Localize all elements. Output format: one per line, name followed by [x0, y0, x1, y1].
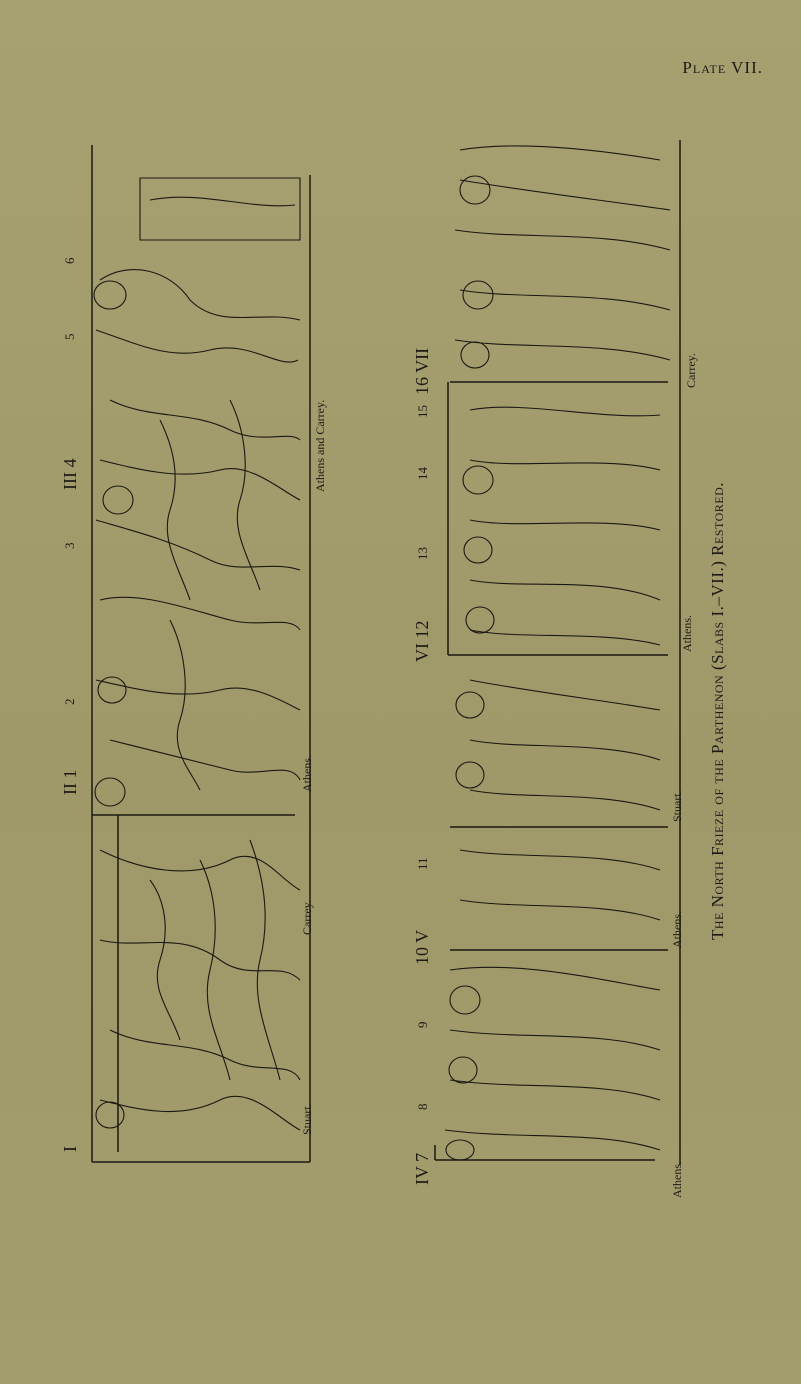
slab-number-8: 8 — [415, 1103, 430, 1110]
slab-number-3: 3 — [62, 542, 77, 549]
source-carrey-left: Carrey. — [300, 900, 314, 935]
slab-number-13: 13 — [415, 547, 430, 560]
source-athens-carrey-left: Athens and Carrey. — [313, 399, 327, 492]
source-carrey-right: Carrey. — [684, 353, 698, 388]
source-athens-left: Athens. — [300, 755, 314, 792]
source-stuart-right: Stuart. — [670, 790, 684, 822]
slab-number-II-1: II 1 — [60, 769, 80, 795]
slab-number-14: 14 — [415, 467, 430, 480]
source-athens-right-1: Athens. — [670, 1161, 684, 1198]
slab-number-11: 11 — [415, 857, 430, 870]
source-athens-right-2: Athens. — [670, 911, 684, 948]
slab-number-IV-7: IV 7 — [412, 1152, 432, 1185]
slab-number-2: 2 — [62, 698, 77, 705]
source-stuart-left: Stuart. — [300, 1103, 314, 1135]
left-strip-frame — [92, 145, 310, 1162]
slab-number-I: I — [60, 1146, 80, 1152]
slab-number-III-4: III 4 — [60, 458, 80, 490]
slab-number-10-V: 10 V — [412, 929, 432, 965]
slab-number-6: 6 — [62, 257, 77, 264]
slab-number-VI-12: VI 12 — [412, 620, 432, 662]
source-athens-right-3: Athens. — [680, 615, 694, 652]
slab-number-15: 15 — [415, 405, 430, 418]
left-strip-figures — [94, 178, 300, 1130]
slab-number-16-VII: 16 VII — [412, 347, 432, 395]
right-strip-frame — [435, 140, 680, 1165]
right-strip-figures — [445, 146, 670, 1160]
slab-number-5: 5 — [62, 333, 77, 340]
plate-caption: The North Frieze of the Parthenon (Slabs I.–VII.) Restored. — [708, 481, 727, 940]
slab-number-9: 9 — [415, 1021, 430, 1028]
plate-label: Plate VII. — [682, 58, 763, 77]
